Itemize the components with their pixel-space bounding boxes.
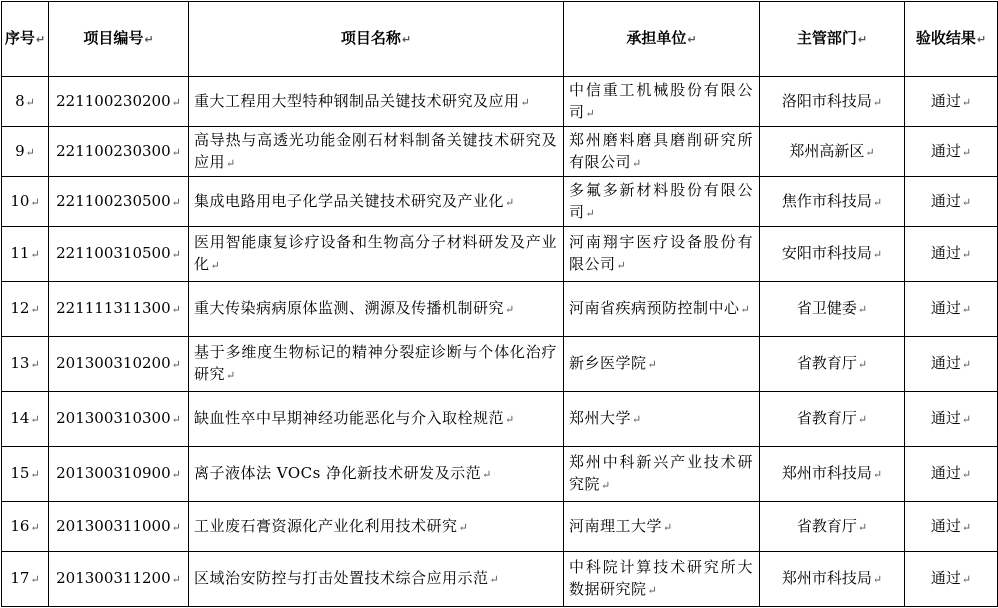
cell-code: 201300310200↵	[49, 337, 189, 392]
cell-code: 201300311000↵	[49, 502, 189, 552]
cell-name: 高导热与高透光功能金刚石材料制备关键技术研究及应用↵	[189, 127, 564, 177]
cell-unit: 郑州中科新兴产业技术研究院↵	[564, 447, 760, 502]
cell-dept: 洛阳市科技局↵	[760, 77, 905, 127]
table-row	[2, 127, 998, 177]
cell-unit: 郑州大学↵	[564, 392, 760, 447]
cell-name: 离子液体法 VOCs 净化新技术研发及示范↵	[189, 447, 564, 502]
cell-name: 基于多维度生物标记的精神分裂症诊断与个体化治疗研究↵	[189, 337, 564, 392]
cell-result: 通过↵	[905, 502, 998, 552]
header-dept: 主管部门↵	[760, 2, 905, 77]
cell-result: 通过↵	[905, 552, 998, 607]
cell-code: 221100310500↵	[49, 227, 189, 282]
cell-unit: 中信重工机械股份有限公司↵	[564, 77, 760, 127]
cell-code: 221100230500↵	[49, 177, 189, 227]
cell-code: 201300311200↵	[49, 552, 189, 607]
cell-result: 通过↵	[905, 177, 998, 227]
table-row	[2, 502, 998, 552]
cell-result: 通过↵	[905, 77, 998, 127]
table-row	[2, 227, 998, 282]
cell-name: 医用智能康复诊疗设备和生物高分子材料研发及产业化↵	[189, 227, 564, 282]
cell-name: 重大工程用大型特种钢制品关键技术研究及应用↵	[189, 77, 564, 127]
cell-name: 工业废石膏资源化产业化利用技术研究↵	[189, 502, 564, 552]
cell-code: 221111311300↵	[49, 282, 189, 337]
cell-seq: 8↵	[2, 77, 49, 127]
header-result: 验收结果↵	[905, 2, 998, 77]
cell-dept: 郑州高新区↵	[760, 127, 905, 177]
cell-unit: 多氟多新材料股份有限公司↵	[564, 177, 760, 227]
cell-name: 区域治安防控与打击处置技术综合应用示范↵	[189, 552, 564, 607]
cell-name: 重大传染病病原体监测、溯源及传播机制研究↵	[189, 282, 564, 337]
cell-dept: 郑州市科技局↵	[760, 447, 905, 502]
table-row	[2, 282, 998, 337]
cell-name: 缺血性卒中早期神经功能恶化与介入取栓规范↵	[189, 392, 564, 447]
cell-dept: 省教育厅↵	[760, 337, 905, 392]
cell-seq: 13↵	[2, 337, 49, 392]
cell-code: 221100230300↵	[49, 127, 189, 177]
cell-seq: 9↵	[2, 127, 49, 177]
cell-seq: 11↵	[2, 227, 49, 282]
table-row	[2, 337, 998, 392]
cell-result: 通过↵	[905, 447, 998, 502]
table-row	[2, 552, 998, 607]
table-row	[2, 177, 998, 227]
header-code: 项目编号↵	[49, 2, 189, 77]
header-name: 项目名称↵	[189, 2, 564, 77]
cell-unit: 河南省疾病预防控制中心↵	[564, 282, 760, 337]
table-row	[2, 77, 998, 127]
cell-unit: 河南理工大学↵	[564, 502, 760, 552]
cell-dept: 焦作市科技局↵	[760, 177, 905, 227]
cell-code: 221100230200↵	[49, 77, 189, 127]
cell-dept: 省教育厅↵	[760, 502, 905, 552]
cell-name: 集成电路用电子化学品关键技术研究及产业化↵	[189, 177, 564, 227]
table-row	[2, 392, 998, 447]
cell-unit: 中科院计算技术研究所大数据研究院↵	[564, 552, 760, 607]
cell-seq: 10↵	[2, 177, 49, 227]
cell-seq: 12↵	[2, 282, 49, 337]
cell-unit: 河南翔宇医疗设备股份有限公司↵	[564, 227, 760, 282]
cell-result: 通过↵	[905, 127, 998, 177]
cell-dept: 安阳市科技局↵	[760, 227, 905, 282]
project-acceptance-table	[1, 1, 998, 607]
cell-seq: 15↵	[2, 447, 49, 502]
cell-seq: 16↵	[2, 502, 49, 552]
cell-code: 201300310900↵	[49, 447, 189, 502]
cell-seq: 17↵	[2, 552, 49, 607]
cell-dept: 郑州市科技局↵	[760, 552, 905, 607]
header-seq: 序号↵	[2, 2, 49, 77]
cell-result: 通过↵	[905, 392, 998, 447]
cell-result: 通过↵	[905, 282, 998, 337]
cell-result: 通过↵	[905, 337, 998, 392]
cell-unit: 新乡医学院↵	[564, 337, 760, 392]
cell-result: 通过↵	[905, 227, 998, 282]
cell-code: 201300310300↵	[49, 392, 189, 447]
cell-unit: 郑州磨料磨具磨削研究所有限公司↵	[564, 127, 760, 177]
table-row	[2, 447, 998, 502]
cell-dept: 省卫健委↵	[760, 282, 905, 337]
cell-dept: 省教育厅↵	[760, 392, 905, 447]
header-row	[2, 2, 998, 77]
cell-seq: 14↵	[2, 392, 49, 447]
header-unit: 承担单位↵	[564, 2, 760, 77]
